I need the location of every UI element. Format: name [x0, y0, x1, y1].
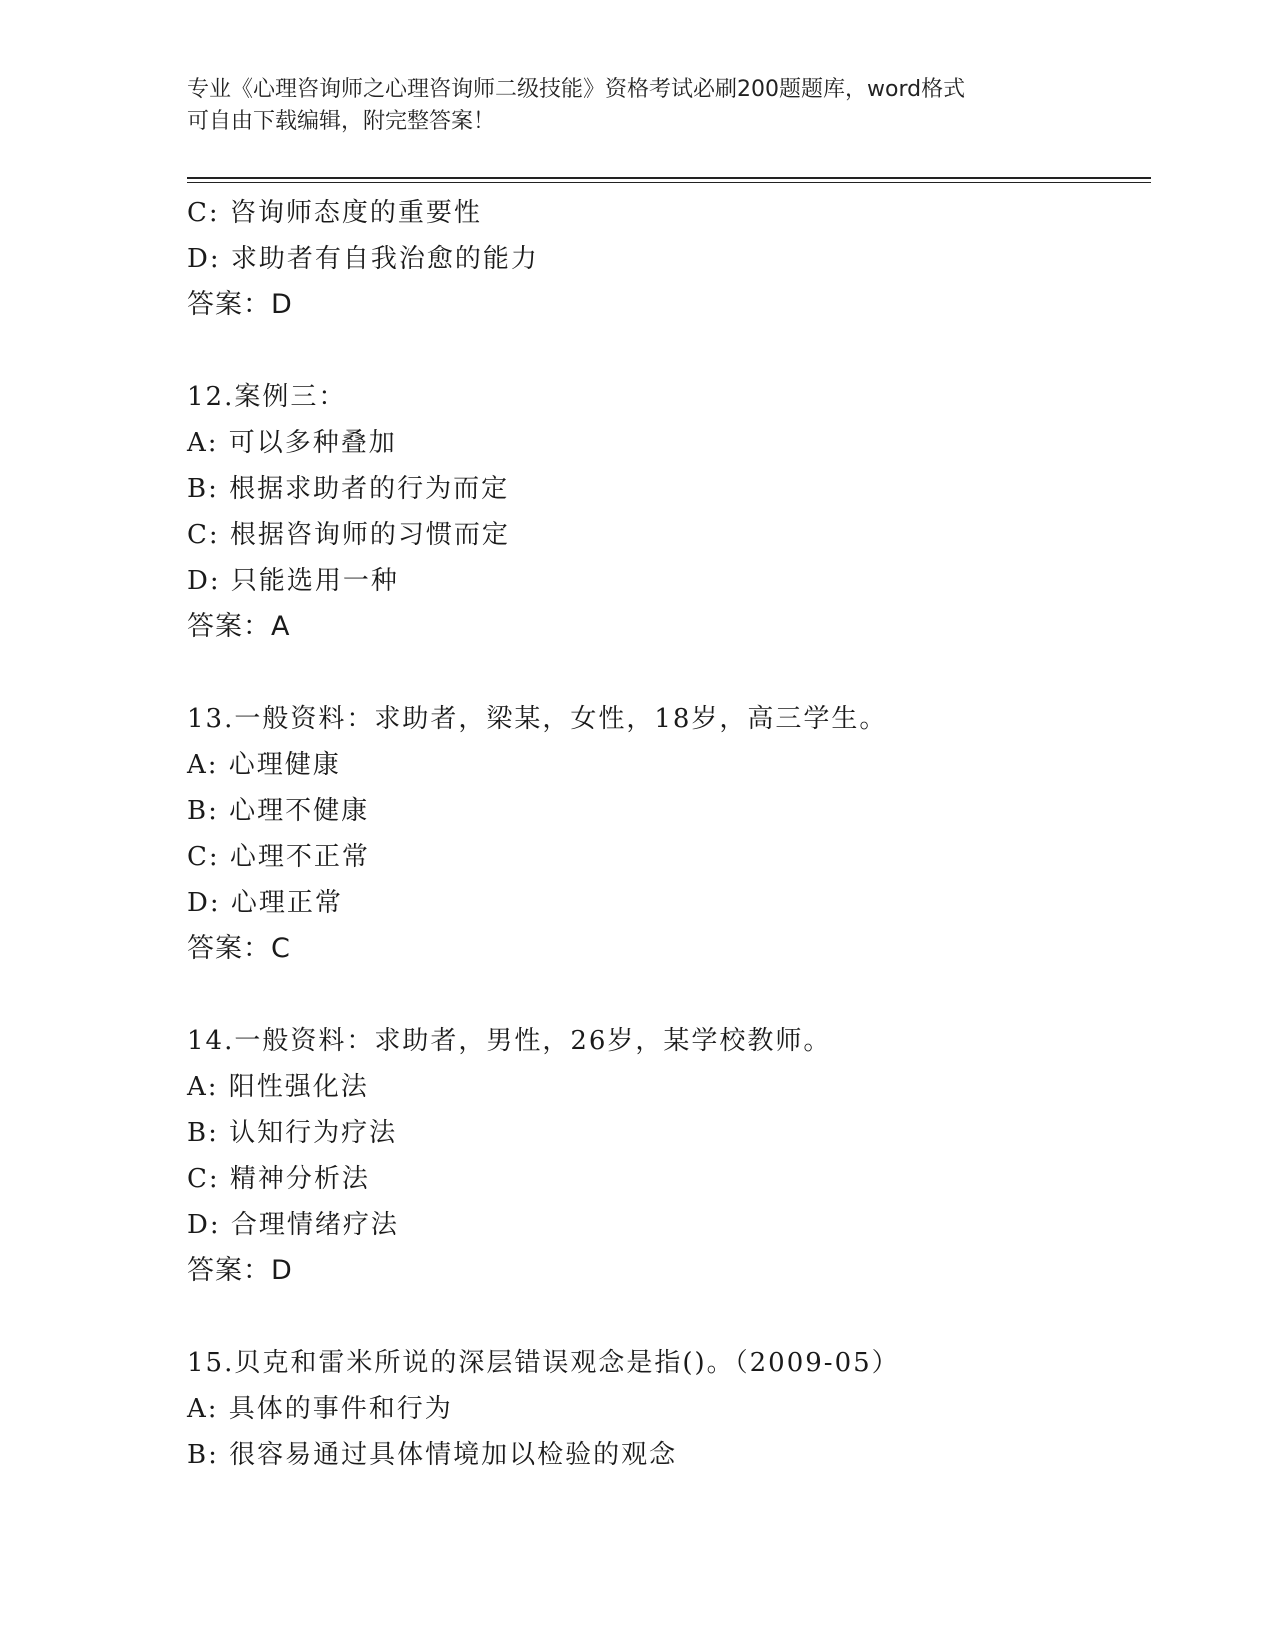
option-a: A: 心理健康	[187, 750, 341, 780]
option-c: C: 心理不正常	[187, 842, 370, 872]
option-b: B: 心理不健康	[187, 796, 370, 826]
option-a: A: 阳性强化法	[187, 1072, 369, 1102]
answer-line: 答案：A	[187, 611, 291, 642]
page-header	[187, 74, 1087, 138]
option-c: C: 根据咨询师的习惯而定	[187, 520, 510, 550]
option-d: D: 心理正常	[187, 888, 343, 918]
option-c: C: 咨询师态度的重要性	[187, 198, 482, 228]
spacer	[187, 1294, 1147, 1340]
answer-line: 答案：D	[187, 289, 293, 320]
answer-line: 答案：D	[187, 1255, 293, 1286]
answer-line: 答案：C	[187, 933, 291, 964]
option-b: B: 很容易通过具体情境加以检验的观念	[187, 1440, 678, 1470]
option-b: B: 认知行为疗法	[187, 1118, 398, 1148]
header-line-2: 可自由下载编辑，附完整答案！	[187, 109, 496, 134]
question-15: 15.贝克和雷米所说的深层错误观念是指()。（2009-05）	[187, 1348, 900, 1378]
spacer	[187, 972, 1147, 1018]
option-d: D: 求助者有自我治愈的能力	[187, 244, 539, 274]
spacer	[187, 328, 1147, 374]
option-b: B: 根据求助者的行为而定	[187, 474, 510, 504]
question-12: 12.案例三：	[187, 382, 347, 412]
option-d: D: 合理情绪疗法	[187, 1210, 399, 1240]
spacer	[187, 650, 1147, 696]
header-line-1: 专业《心理咨询师之心理咨询师二级技能》资格考试必刷200题题库，word格式	[187, 77, 966, 102]
option-c: C: 精神分析法	[187, 1164, 370, 1194]
header-divider-thick	[187, 177, 1151, 179]
question-13: 13.一般资料：求助者，梁某，女性，18岁，高三学生。	[187, 704, 888, 734]
header-divider-thin	[187, 182, 1151, 183]
question-list	[187, 190, 1147, 1478]
option-d: D: 只能选用一种	[187, 566, 399, 596]
option-a: A: 具体的事件和行为	[187, 1394, 453, 1424]
option-a: A: 可以多种叠加	[187, 428, 397, 458]
question-14: 14.一般资料：求助者，男性，26岁，某学校教师。	[187, 1026, 832, 1056]
